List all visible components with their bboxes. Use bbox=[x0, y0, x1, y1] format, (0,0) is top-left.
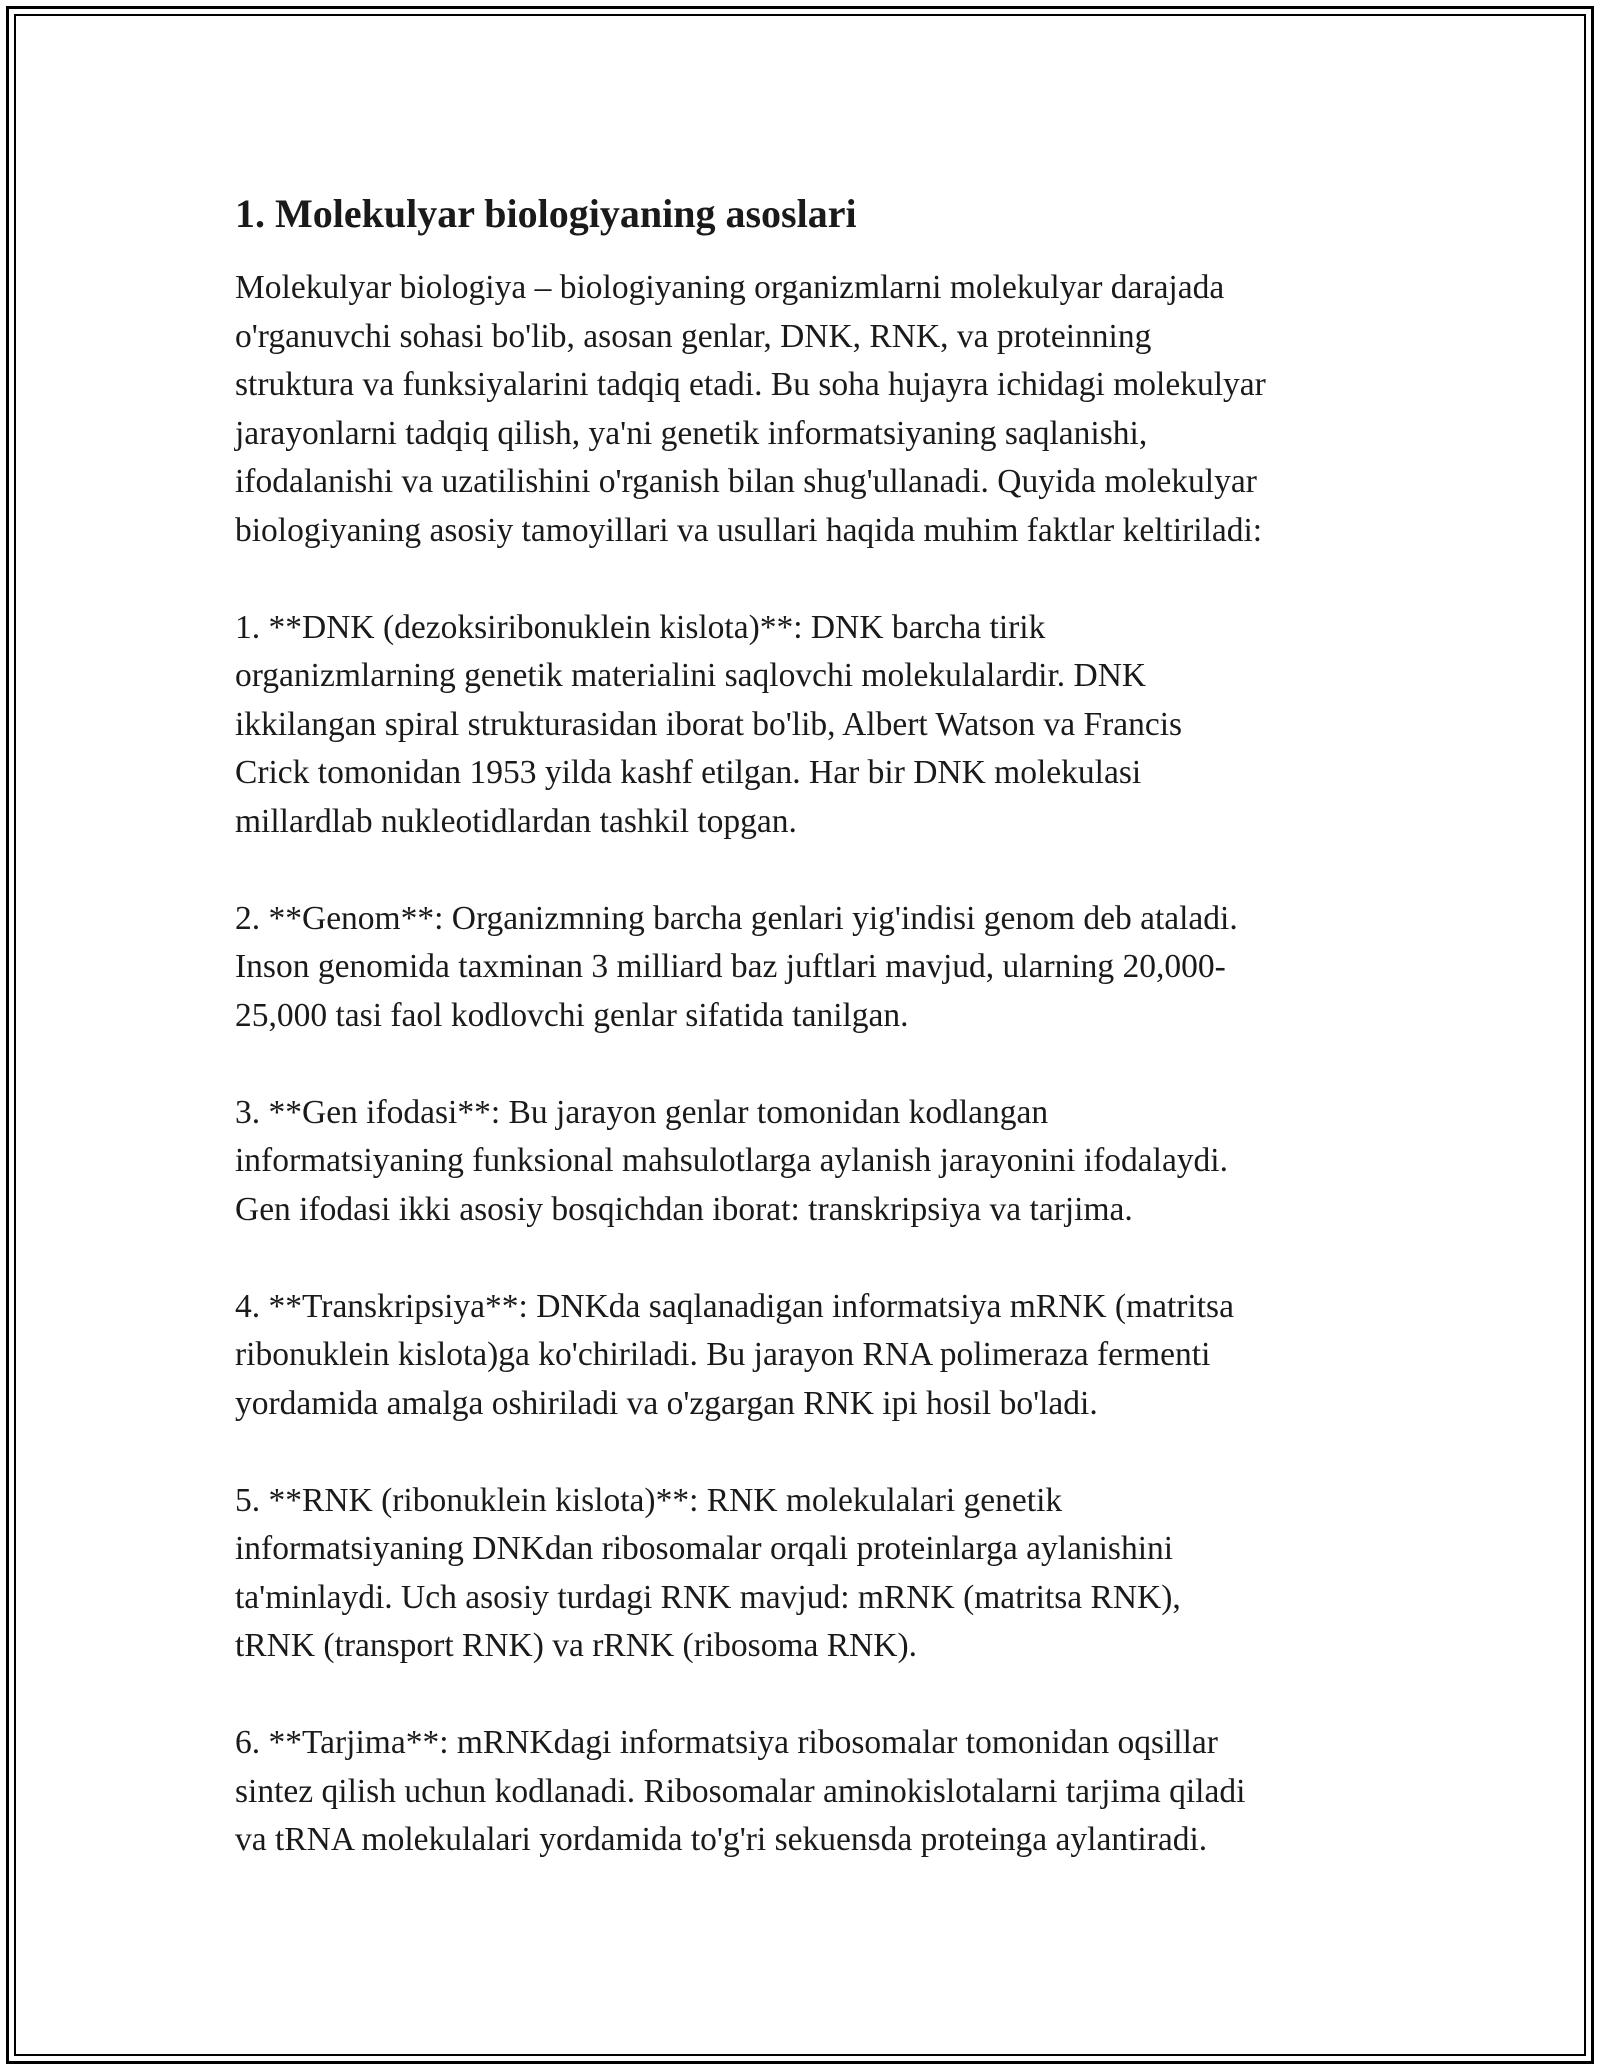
document-body bbox=[235, 186, 1375, 1913]
list-item-tarjima: 6. **Tarjima**: mRNKdagi informatsiya ribosomalar tomonidan oqsillar sintez qilish uchun kodlanadi. Ribosomalar aminokislotalarni tarjima qiladi va tRNA molekulalari yordamida to'g'ri sekuensda proteinga aylantiradi. bbox=[235, 1724, 1246, 1858]
section-title: 1. Molekulyar biologiyaning asoslari bbox=[235, 191, 857, 236]
list-item-transkripsiya: 4. **Transkripsiya**: DNKda saqlanadigan informatsiya mRNK (matritsa ribonuklein kislota)ga ko'chiriladi. Bu jarayon RNA polimeraza fermenti yordamida amalga oshiriladi va o'zgargan RNK ipi hosil bo'ladi. bbox=[235, 1287, 1234, 1422]
list-item-rnk: 5. **RNK (ribonuklein kislota)**: RNK molekulalari genetik informatsiyaning DNKdan ribosomalar orqali proteinlarga aylanishini ta'minlaydi. Uch asosiy turdagi RNK mavjud: mRNK (matritsa RNK), tRNK (transport RNK) va rRNK (ribosoma RNK). bbox=[235, 1481, 1181, 1664]
list-item-gen-ifodasi: 3. **Gen ifodasi**: Bu jarayon genlar tomonidan kodlangan informatsiyaning funksional mahsulotlarga aylanish jarayonini ifodalaydi. Gen ifodasi ikki asosiy bosqichdan iborat: transkripsiya va tarjima. bbox=[235, 1093, 1228, 1228]
intro-paragraph: Molekulyar biologiya – biologiyaning organizmlarni molekulyar darajada o'rganuvchi sohasi bo'lib, asosan genlar, DNK, RNK, va proteinning struktura va funksiyalarini tadqiq etadi. Bu soha hujayra ichidagi molekulyar jarayonlarni tadqiq qilish, ya'ni genetik informatsiyaning saqlanishi, ifodalanishi va uzatilishini o'rganish bilan shug'ullanadi. Quyida molekulyar biologiyaning asosiy tamoyillari va usullari haqida muhim faktlar keltiriladi: bbox=[235, 269, 1266, 549]
list-item-dnk: 1. **DNK (dezoksiribonuklein kislota)**: DNK barcha tirik organizmlarning genetik materialini saqlovchi molekulalardir. DNK ikkilangan spiral strukturasidan iborat bo'lib, Albert Watson va Francis Crick tomonidan 1953 yilda kashf etilgan. Har bir DNK molekulasi millardlab nukleotidlardan tashkil topgan. bbox=[235, 608, 1183, 840]
list-item-genom: 2. **Genom**: Organizmning barcha genlari yig'indisi genom deb ataladi. Inson genomida taxminan 3 milliard baz juftlari mavjud, ularning 20,000- 25,000 tasi faol kodlovchi genlar sifatida tanilgan. bbox=[235, 899, 1238, 1034]
